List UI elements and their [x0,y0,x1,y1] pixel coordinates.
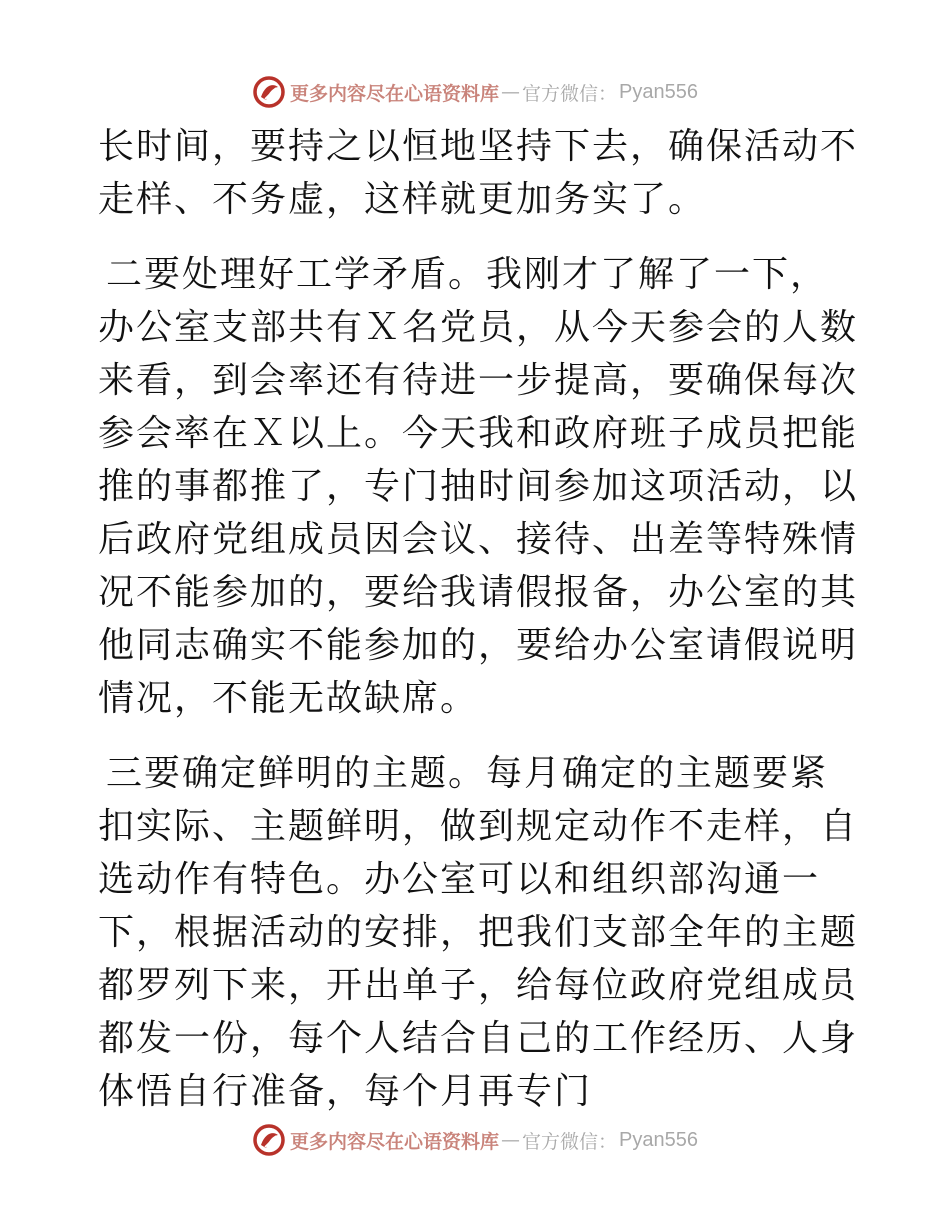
watermark-wechat-label: 官方微信： [522,1130,618,1153]
paragraph-clear-theme: 三要确定鲜明的主题。每月确定的主题要紧扣实际、主题鲜明，做到规定动作不走样，自选动作有特色。办公室可以和组织部沟通一下，根据活动的安排，把我们支部全年的主题都罗列下来，开出单子，给每位政府党组成员都发一份，每个人结合自己的工作经历、人身体悟自行准备，每个月再专门 [98,753,859,1112]
watermark-wechat-label: 官方微信： [522,82,618,105]
watermark-separator: — [501,1129,521,1151]
watermark-brand: 更多内容尽在心语资料库 [290,82,500,105]
seal-logo-icon [252,1123,286,1157]
header-watermark [0,72,950,112]
watermark-wechat-id: Pyan556 [619,1128,698,1151]
watermark-wechat-id: Pyan556 [619,80,698,103]
paragraph-work-study-balance: 二要处理好工学矛盾。我刚才了解了一下，办公室支部共有Ｘ名党员，从今天参会的人数来看，到会率还有待进一步提高，要确保每次参会率在Ｘ以上。今天我和政府班子成员把能推的事都推了，专门抽时间参加这项活动，以后政府党组成员因会议、接待、出差等特殊情况不能参加的，要给我请假报备，办公室的其他同志确实不能参加的，要给办公室请假说明情况，不能无故缺席。 [98,254,859,719]
document-body [98,120,858,1118]
watermark-brand: 更多内容尽在心语资料库 [290,1130,500,1153]
seal-logo-icon [252,75,286,109]
footer-watermark [0,1120,950,1160]
watermark-separator: — [501,81,521,103]
paragraph-continuation: 长时间，要持之以恒地坚持下去，确保活动不走样、不务虚，这样就更加务实了。 [98,126,859,220]
